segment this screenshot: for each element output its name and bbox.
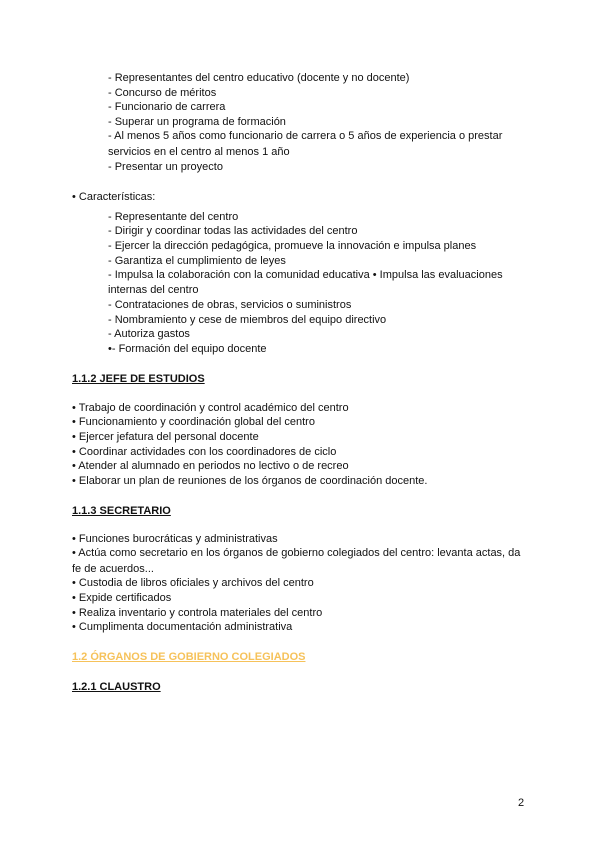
list-item: - Concurso de méritos <box>108 87 217 99</box>
list-item: • Expide certificados <box>72 592 172 604</box>
list-item: - Nombramiento y cese de miembros del equipo directivo <box>108 314 387 326</box>
list-item: - Funcionario de carrera <box>108 101 226 113</box>
list-item: - Contrataciones de obras, servicios o suministros <box>108 299 352 311</box>
section-label: • Características: <box>72 191 156 203</box>
list-item: • Actúa como secretario en los órganos de gobierno colegiados del centro: levanta actas, da <box>72 547 521 559</box>
section-heading-organos: 1.2 ÓRGANOS DE GOBIERNO COLEGIADOS <box>72 651 306 663</box>
list-item: - Presentar un proyecto <box>108 161 223 173</box>
list-item-continuation: internas del centro <box>108 284 199 296</box>
list-item: • Funcionamiento y coordinación global del centro <box>72 416 315 428</box>
list-item: • Elaborar un plan de reuniones de los órganos de coordinación docente. <box>72 475 428 487</box>
list-item: • Cumplimenta documentación administrativa <box>72 621 293 633</box>
list-item: • Ejercer jefatura del personal docente <box>72 431 259 443</box>
page-number: 2 <box>518 797 525 809</box>
list-item: - Autoriza gastos <box>108 328 190 340</box>
list-item: - Dirigir y coordinar todas las actividades del centro <box>108 225 358 237</box>
list-item: - Ejercer la dirección pedagógica, promueve la innovación e impulsa planes <box>108 240 477 252</box>
list-item: - Garantiza el cumplimiento de leyes <box>108 255 286 267</box>
list-item: • Realiza inventario y controla materiales del centro <box>72 607 323 619</box>
list-item: •- Formación del equipo docente <box>108 343 267 355</box>
list-item: - Al menos 5 años como funcionario de carrera o 5 años de experiencia o prestar <box>108 130 503 142</box>
list-item: - Impulsa la colaboración con la comunidad educativa • Impulsa las evaluaciones <box>108 269 503 281</box>
list-item: - Representantes del centro educativo (docente y no docente) <box>108 72 410 84</box>
list-item: • Custodia de libros oficiales y archivos del centro <box>72 577 314 589</box>
list-item: - Representante del centro <box>108 211 239 223</box>
list-item: • Coordinar actividades con los coordinadores de ciclo <box>72 446 337 458</box>
list-item: • Trabajo de coordinación y control académico del centro <box>72 402 349 414</box>
list-item-continuation: fe de acuerdos... <box>72 563 154 575</box>
list-item-continuation: servicios en el centro al menos 1 año <box>108 146 290 158</box>
section-heading-jefe: 1.1.2 JEFE DE ESTUDIOS <box>72 373 205 385</box>
list-item: • Funciones burocráticas y administrativas <box>72 533 278 545</box>
list-item: • Atender al alumnado en periodos no lectivo o de recreo <box>72 460 349 472</box>
section-heading-secretario: 1.1.3 SECRETARIO <box>72 505 171 517</box>
list-item: - Superar un programa de formación <box>108 116 286 128</box>
section-heading-claustro: 1.2.1 CLAUSTRO <box>72 681 161 693</box>
